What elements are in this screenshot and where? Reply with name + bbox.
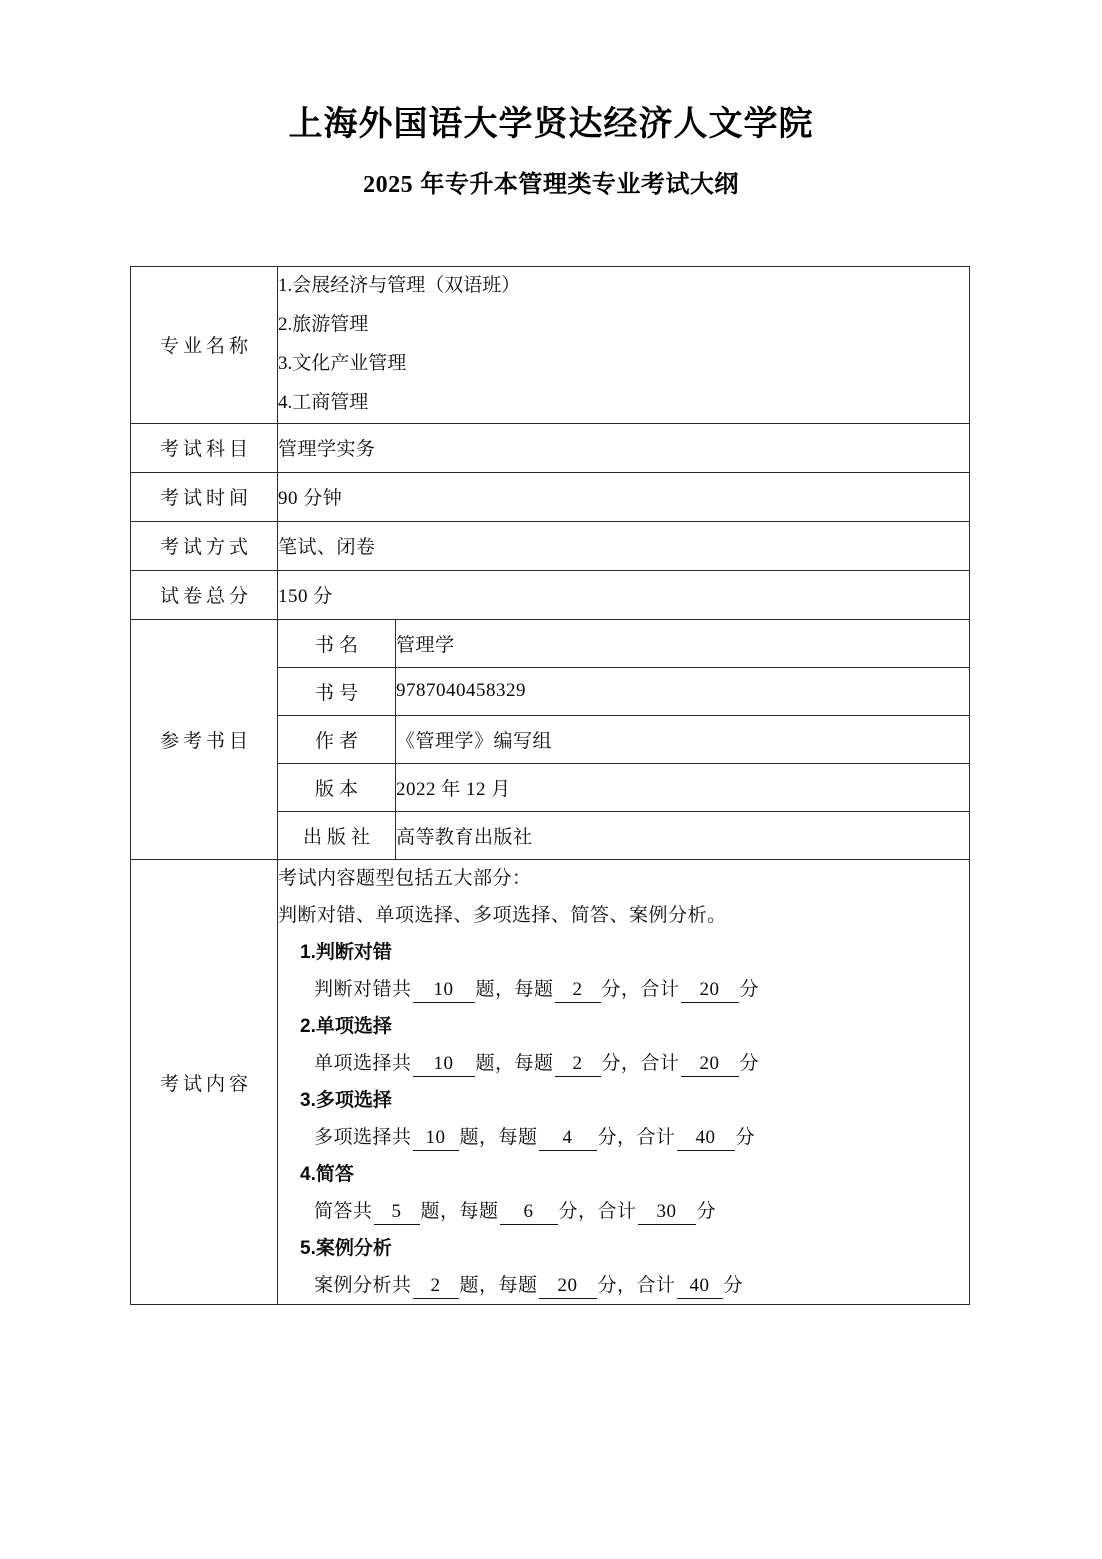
reference-value-publisher: 高等教育出版社 — [396, 811, 970, 859]
subtitle-text: 年专升本管理类专业考试大纲 — [413, 170, 739, 198]
section-3-prefix: 多项选择共 — [314, 1127, 412, 1149]
section-detail-2 — [278, 1045, 969, 1082]
section-4-count: 5 — [374, 1200, 420, 1225]
section-1-total: 20 — [681, 978, 739, 1003]
table-row-reference-1 — [131, 619, 970, 667]
section-heading-3: 3.多项选择 — [300, 1090, 392, 1112]
section-heading-1: 1.判断对错 — [300, 941, 392, 963]
table-row-exam-content — [131, 859, 970, 1305]
section-1-per: 2 — [555, 978, 601, 1003]
major-item-2: 2.旅游管理 — [278, 313, 369, 335]
section-detail-4 — [278, 1193, 969, 1230]
section-1-count: 10 — [413, 978, 475, 1003]
section-heading-4: 4.简答 — [300, 1164, 354, 1186]
section-5-total: 40 — [677, 1274, 723, 1299]
reference-value-book-name: 管理学 — [396, 619, 970, 667]
row-value-duration: 90 分钟 — [278, 472, 970, 521]
section-3-mid1: 题，每题 — [459, 1127, 538, 1149]
section-5-prefix: 案例分析共 — [314, 1275, 412, 1297]
section-3-mid2: 分，合计 — [597, 1127, 676, 1149]
section-5-mid2: 分，合计 — [597, 1275, 676, 1297]
reference-key-isbn: 书号 — [278, 667, 396, 715]
major-item-1: 1.会展经济与管理（双语班） — [278, 275, 521, 296]
major-item-4: 4.工商管理 — [278, 391, 369, 413]
row-value-total-score: 150 分 — [278, 570, 970, 619]
section-3-count: 10 — [413, 1126, 459, 1151]
section-1-mid1: 题，每题 — [475, 978, 554, 1000]
row-label-method: 考试方式 — [131, 521, 278, 570]
page-subtitle — [0, 145, 1102, 200]
section-4-total: 30 — [638, 1200, 696, 1225]
section-4-mid1: 题，每题 — [420, 1201, 499, 1223]
section-detail-3 — [278, 1119, 969, 1156]
section-detail-5 — [278, 1267, 969, 1304]
row-label-total-score: 试卷总分 — [131, 570, 278, 619]
row-value-subject: 管理学实务 — [278, 423, 970, 472]
table-row-majors — [131, 267, 970, 424]
section-detail-1 — [278, 971, 969, 1008]
section-2-prefix: 单项选择共 — [314, 1052, 412, 1074]
section-heading-5: 5.案例分析 — [300, 1238, 392, 1260]
reference-key-edition: 版本 — [278, 763, 396, 811]
reference-key-author: 作者 — [278, 715, 396, 763]
section-2-total: 20 — [681, 1052, 739, 1077]
reference-value-author: 《管理学》编写组 — [396, 715, 970, 763]
content-intro-line-2: 判断对错、单项选择、多项选择、简答、案例分析。 — [278, 904, 727, 926]
row-label-subject: 考试科目 — [131, 423, 278, 472]
row-value-exam-content — [278, 859, 970, 1305]
reference-key-book-name: 书名 — [278, 619, 396, 667]
row-label-majors: 专业名称 — [131, 267, 278, 424]
section-2-mid2: 分，合计 — [601, 1052, 680, 1074]
section-2-count: 10 — [413, 1052, 475, 1077]
row-label-exam-content: 考试内容 — [131, 859, 278, 1305]
table-row-method — [131, 521, 970, 570]
section-2-mid1: 题，每题 — [475, 1052, 554, 1074]
section-5-count: 2 — [413, 1274, 459, 1299]
section-heading-2: 2.单项选择 — [300, 1015, 392, 1037]
row-label-duration: 考试时间 — [131, 472, 278, 521]
section-5-mid1: 题，每题 — [459, 1275, 538, 1297]
section-5-suffix: 分 — [723, 1275, 744, 1297]
row-value-majors — [278, 267, 970, 424]
section-3-total: 40 — [677, 1126, 735, 1151]
section-2-suffix: 分 — [739, 1052, 760, 1074]
section-4-per: 6 — [500, 1200, 558, 1225]
exam-content-body — [278, 860, 969, 1305]
section-1-prefix: 判断对错共 — [314, 978, 412, 1000]
exam-outline-table — [130, 266, 970, 1305]
section-4-mid2: 分，合计 — [558, 1201, 637, 1223]
section-5-per: 20 — [539, 1274, 597, 1299]
content-intro-line-1: 考试内容题型包括五大部分： — [278, 867, 532, 889]
row-label-reference: 参考书目 — [131, 619, 278, 859]
table-row-duration — [131, 472, 970, 521]
table-row-total-score — [131, 570, 970, 619]
section-1-suffix: 分 — [739, 978, 760, 1000]
section-1-mid2: 分，合计 — [601, 978, 680, 1000]
row-value-method: 笔试、闭卷 — [278, 521, 970, 570]
table-row-subject — [131, 423, 970, 472]
page-title: 上海外国语大学贤达经济人文学院 — [288, 105, 814, 143]
section-3-per: 4 — [539, 1126, 597, 1151]
reference-value-isbn: 9787040458329 — [396, 667, 970, 715]
major-item-3: 3.文化产业管理 — [278, 352, 407, 374]
section-3-suffix: 分 — [735, 1127, 756, 1149]
section-4-suffix: 分 — [696, 1201, 717, 1223]
reference-key-publisher: 出版社 — [278, 811, 396, 859]
reference-value-edition: 2022 年 12 月 — [396, 763, 970, 811]
section-2-per: 2 — [555, 1052, 601, 1077]
section-4-prefix: 简答共 — [314, 1201, 373, 1223]
subtitle-year: 2025 — [363, 171, 414, 198]
